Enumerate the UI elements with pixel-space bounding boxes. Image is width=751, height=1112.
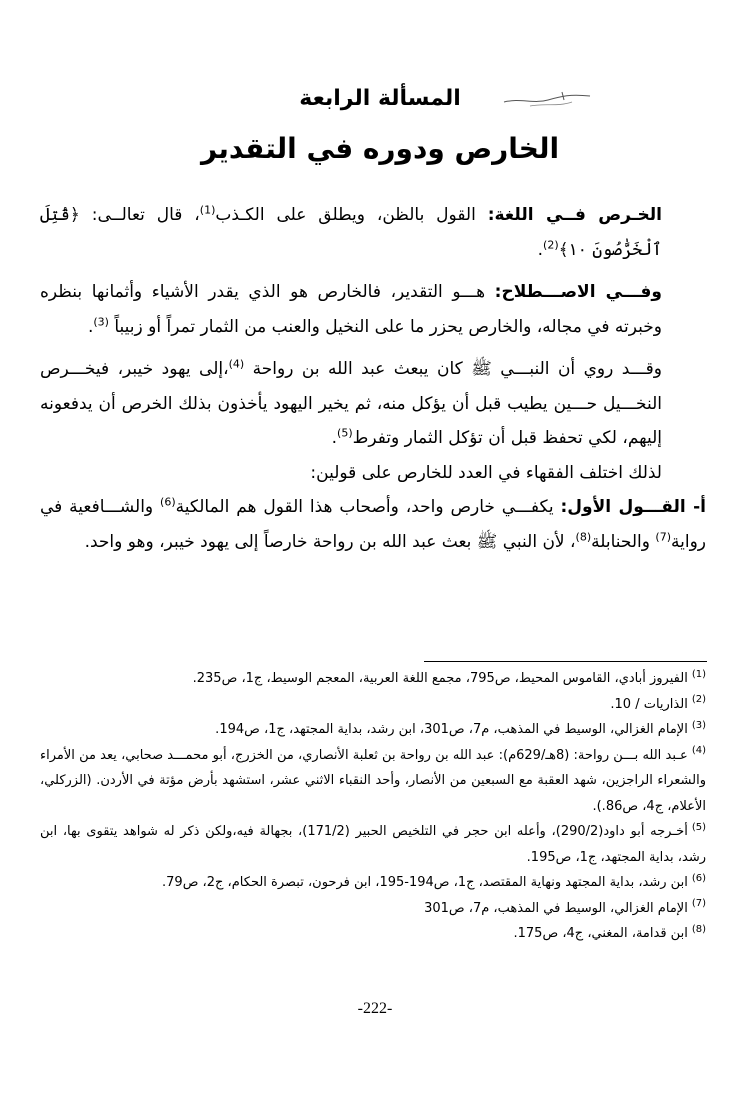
term-lexical: الخـرص فــي اللغة: (487, 205, 663, 225)
section-title: المسألة الرابعة (299, 86, 461, 111)
footnote-item: $^{(8)}$ابن قدامة، المغني، ج4، ص175. (513, 923, 706, 941)
footnote-item: $^{(6)}$ابن رشد، بداية المجتهد ونهاية المقتصد، ج1، ص194-195، ابن فرحون، تبصرة الحكام، ج2، ص79. (162, 872, 706, 890)
footnote-item: $^{(1)}$الفيروز أبادي، القاموس المحيط، ص795، مجمع اللغة العربية، المعجم الوسيط، ج1، ص235. (192, 668, 706, 686)
body-text (40, 198, 706, 559)
footnote-separator (424, 661, 707, 662)
footnote-ref: (6) (160, 495, 176, 509)
section-subtitle: الخارص ودوره في التقدير (200, 132, 560, 165)
footnote-ref: (4) (228, 357, 245, 371)
footnotes (40, 666, 706, 947)
paragraph-technical-definition: وفـــي الاصـــطلاح: هـــو التقدير، فالخارص هو الذي يقدر الأشياء وأثمانها بنظره وخبرته في مجاله، والخارص يحزر ما على النخيل والعنب من الثمار تمراً أو زبيباً $^{(3)}$. (40, 282, 662, 337)
footnote-ref: (7) (655, 529, 671, 543)
page-number: -222- (357, 1000, 393, 1017)
footnote-ref: (3) (93, 314, 109, 328)
paragraph-first-opinion: أ- القـــول الأول: يكفـــي خارص واحد، وأصحاب هذا القول هم المالكية$^{(6)}$ والشـــافعية في رواية$^{(7)}$ والحنابلة$^{(8)}$، لأن النبي ﷺ بعث عبد الله بن رواحة خارصاً إلى يهود خيبر، وهو واحد. (40, 495, 707, 552)
footnote-ref: (5) (337, 426, 353, 440)
footnote-ref: (2) (543, 237, 559, 251)
paragraph-intro-opinions: لذلك اختلف الفقهاء في العدد للخارص على قولين: (310, 462, 662, 483)
footnote-item: $^{(3)}$الإمام الغزالي، الوسيط في المذهب، م7، ص301، ابن رشد، بداية المجتهد، ج1، ص194. (215, 719, 706, 737)
footnote-item: $^{(7)}$الإمام الغزالي، الوسيط في المذهب، م7، ص301 (424, 898, 706, 916)
footnote-item: $^{(2)}$الذاريات / 10. (610, 694, 706, 712)
term-technical: وفـــي الاصـــطلاح: (494, 282, 662, 302)
footnote-ref: (1) (199, 203, 216, 217)
paragraph-lexical-definition: الخـرص فــي اللغة: القول بالظن، ويطلق على الكـذب$^{(1)}$، قال تعالــى: ﴿قُتِلَ ٱلْخَرَّٰصُونَ ١٠﴾$^{(2)}$. (40, 203, 663, 260)
quran-verse: ﴿قُتِلَ ٱلْخَرَّٰصُونَ ١٠﴾ (40, 205, 662, 260)
footnote-ref: (8) (575, 529, 592, 543)
paragraph-hadith: وقـــد روي أن النبـــي ﷺ كان يبعث عبد الله بن رواحة $^{(4)}$،إلى يهود خيبر، فيخـــرص النخـــيل حـــين يطيب قبل أن يؤكل منه، ثم يخير اليهود يأخذون بذلك الخرص أن يدفعونه إليهم، لكي تحفظ قبل أن تؤكل الثمار وتفرط$^{(5)}$. (40, 357, 662, 448)
footnote-item: $^{(5)}$أخـرجه أبو داود(290/2)، وأعله ابن حجر في التلخيص الحبير (171/2)، بجهالة فيه،ولكن ذكر له شواهد يتقوى بها، ابن رشد، بداية المجتهد، ج1، ص195. (40, 821, 707, 865)
term-first-opinion: أ- القـــول الأول: (560, 497, 707, 517)
footnote-item: $^{(4)}$عـبد الله بـــن رواحة: (8هـ/629م): عبد الله بن رواحة بن ثعلبة الأنصاري، من الخزرج، أبو محمـــد صحابي، يعد من الأمراء والشعراء الراجزين، شهد العقبة مع السبعين من الأنصار، وأحد النقباء الاثني عشر، استشهد بأرض مؤتة في الأردن. (الزركلي، الأعلام، ج4، ص86.). (40, 745, 706, 814)
